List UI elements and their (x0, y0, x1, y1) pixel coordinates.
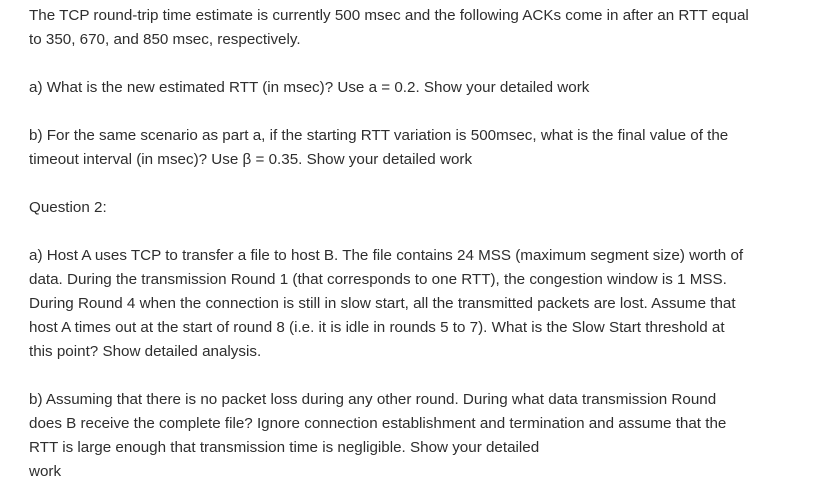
question2-part-a-line2: data. During the transmission Round 1 (that corresponds to one RTT), the congestion window is 1 MSS. (29, 271, 727, 288)
question2-heading-text: Question 2: (29, 199, 107, 216)
question2-part-b-line2: does B receive the complete file? Ignore connection establishment and termination and assume that the (29, 415, 727, 432)
question1-part-b-line1: b) For the same scenario as part a, if the starting RTT variation is 500msec, what is the final value of the (29, 127, 729, 144)
question1-part-b-line2: timeout interval (in msec)? Use β = 0.35. Show your detailed work (29, 151, 473, 168)
question1-intro-line2: to 350, 670, and 850 msec, respectively. (29, 31, 301, 48)
question2-part-b-line3: RTT is large enough that transmission time is negligible. Show your detailed (29, 439, 540, 456)
question2-part-a (29, 244, 795, 364)
question1-part-a-line1: a) What is the new estimated RTT (in msec)? Use a = 0.2. Show your detailed work (29, 79, 590, 96)
question1-intro-line1: The TCP round-trip time estimate is currently 500 msec and the following ACKs come in after an RTT equal (29, 7, 749, 24)
question1-part-a (29, 76, 795, 100)
spacer (29, 364, 795, 388)
question2-heading (29, 196, 795, 220)
question1-intro (29, 4, 795, 52)
question2-part-b-line4: work (29, 463, 62, 480)
question2-part-a-line4: host A times out at the start of round 8 (i.e. it is idle in rounds 5 to 7). What is the Slow Start threshold at (29, 319, 725, 336)
question2-part-a-line1: a) Host A uses TCP to transfer a file to host B. The file contains 24 MSS (maximum segment size) worth of (29, 247, 744, 264)
question2-part-a-line5: this point? Show detailed analysis. (29, 343, 262, 360)
spacer (29, 100, 795, 124)
spacer (29, 220, 795, 244)
question1-part-b (29, 124, 795, 172)
document-body (29, 4, 795, 484)
question2-part-b-line1: b) Assuming that there is no packet loss during any other round. During what data transmission Round (29, 391, 717, 408)
spacer (29, 172, 795, 196)
question2-part-a-line3: During Round 4 when the connection is still in slow start, all the transmitted packets are lost. Assume that (29, 295, 736, 312)
question2-part-b (29, 388, 795, 484)
spacer (29, 52, 795, 76)
